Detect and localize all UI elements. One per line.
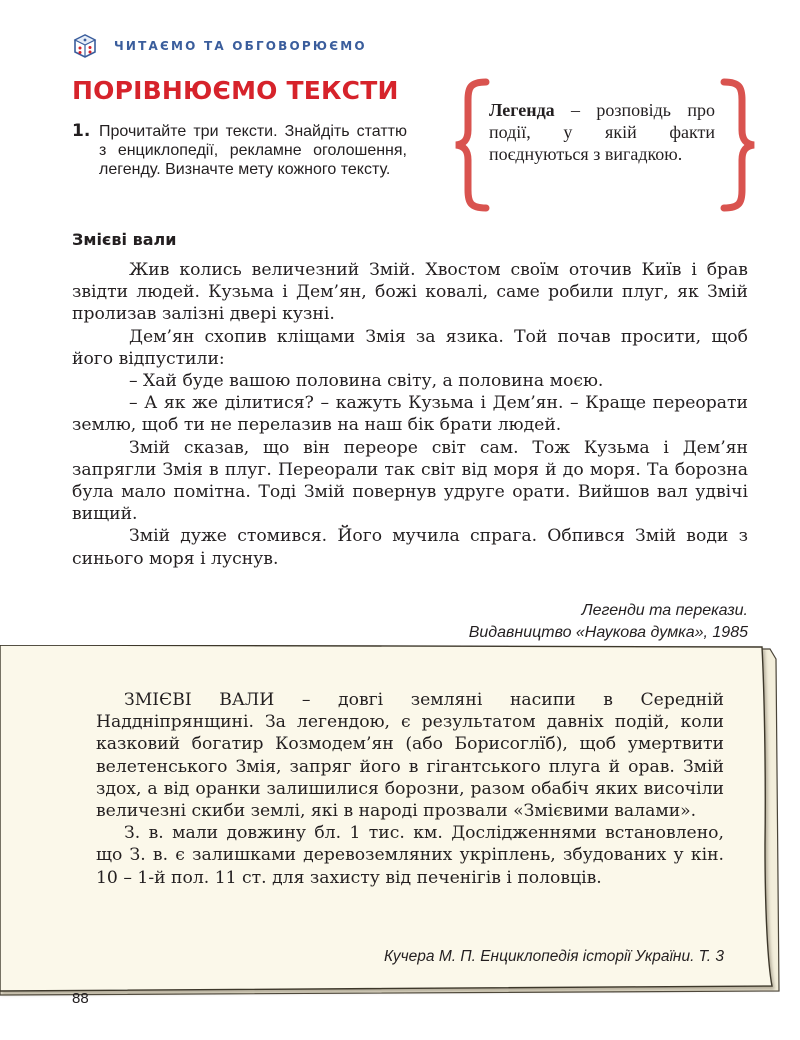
- legend-paragraph: – Хай буде вашою половина світу, а половина моєю.: [129, 371, 604, 392]
- definition-box: [452, 78, 758, 212]
- legend-paragraph: Змій сказав, що він переоре світ сам. Тож Кузьма і Дем’ян запрягли Змія в плуг. Переорали так світ від моря й до моря. Та борозна була мало помітна. Тоді Змій повернув удруге орати. Вийшов вал удвічі вищий.: [72, 437, 748, 525]
- legend-paragraph: Дем’ян схопив кліщами Змія за язика. Той почав просити, щоб його відпустили:: [72, 326, 748, 369]
- encyclopedia-source: Кучера М. П. Енциклопедія історії України. Т. 3: [383, 948, 724, 965]
- section-label: ЧИТАЄМО ТА ОБГОВОРЮЄМО: [114, 39, 367, 53]
- right-brace-icon: [718, 78, 758, 212]
- definition-body: – розповідь про події, у якій факти поєднуються з вигадкою.: [489, 100, 715, 164]
- dice-icon: [72, 33, 98, 59]
- legend-source: [469, 600, 748, 644]
- left-brace-icon: [452, 78, 492, 212]
- definition-term: Легенда: [489, 100, 555, 120]
- encyclopedia-text: [96, 689, 724, 889]
- legend-paragraph: – А як же ділитися? – кажуть Кузьма і Дем’ян. – Краще переорати землю, щоб ти не перелазив на наш бік брати людей.: [72, 393, 748, 436]
- legend-text: [72, 259, 748, 570]
- legend-source-line: Видавництво «Наукова думка», 1985: [468, 624, 748, 641]
- task-text: Прочитайте три тексти. Знайдіть статтю з енциклопедії, рекламне оголошення, легенду. Визначте мету кожного тексту.: [99, 123, 407, 178]
- definition-text: [489, 99, 715, 165]
- page-number: 88: [72, 990, 89, 1007]
- page-title: ПОРІВНЮЄМО ТЕКСТИ: [72, 76, 399, 105]
- task-number: 1.: [72, 121, 91, 141]
- encyclopedia-paragraph: ЗМІЄВІ ВАЛИ – довгі земляні насипи в Середній Наддніпрянщині. За легендою, є результатом давніх подій, коли казковий богатир Козмодем’ян (або Борисоглїб), щоб умертвити велетенського Змія, запряг його в гігантського плуга й орав. Змій здох, а від оранки залишилися борозни, разом обабіч яких височіли величезні скиби землі, які в народі прозвали «Змієвими валами».: [96, 690, 724, 822]
- legend-paragraph: Жив колись величезний Змій. Хвостом своїм оточив Київ і брав звідти людей. Кузьма і Дем’ян, божі ковалі, саме робили плуг, як Змій пролизав залізні двері кузні.: [72, 260, 748, 325]
- legend-paragraph: Змій дуже стомився. Його мучила спрага. Обпився Змій води з синього моря і луснув.: [72, 526, 748, 569]
- encyclopedia-paragraph: З. в. мали довжину бл. 1 тис. км. Дослідженнями встановлено, що З. в. є залишками деревоземляних укріплень, збудованих у кін. 10 – 1-й пол. 11 ст. для захисту від печенігів і половців.: [96, 823, 724, 888]
- legend-source-line: Легенди та перекази.: [581, 602, 748, 619]
- legend-heading: Змієві вали: [72, 230, 177, 249]
